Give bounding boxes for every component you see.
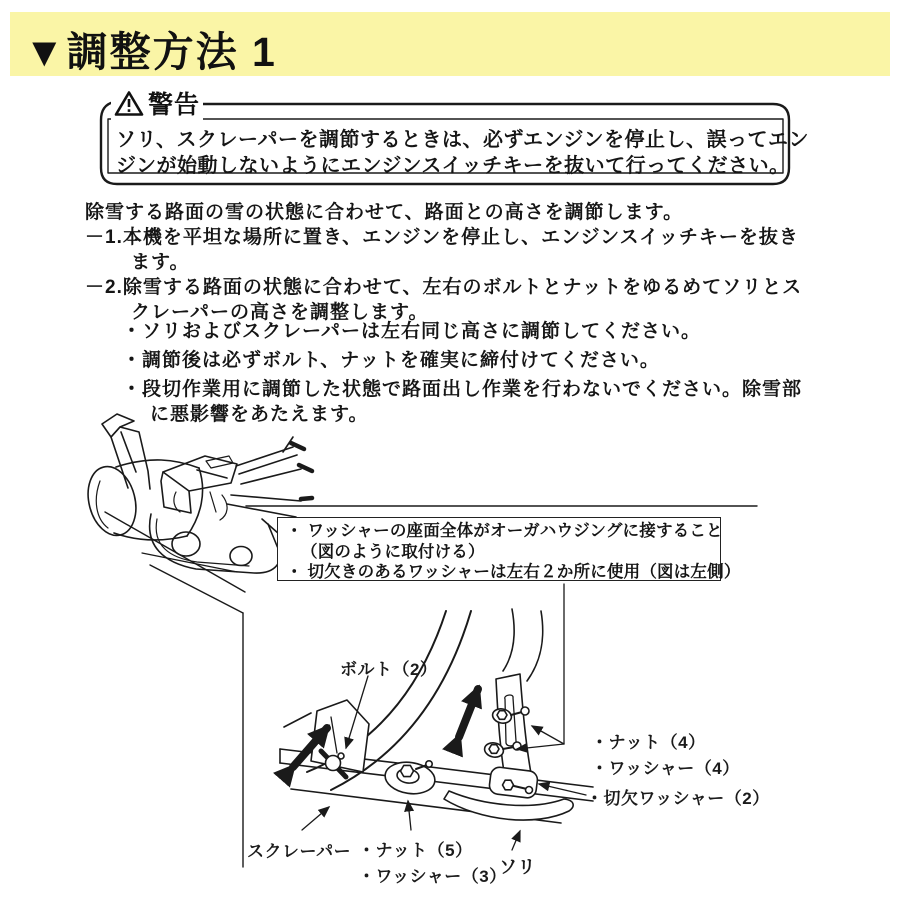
diagram-label-nut5: ・ナット（5） bbox=[358, 841, 473, 860]
warning-text-line: ソリ、スクレーパーを調節するときは、必ずエンジンを停止し、誤ってエン bbox=[116, 129, 809, 151]
body-text-line: －2.除雪する路面の状態に合わせて、左右のボルトとナットをゆるめてソリとス bbox=[85, 277, 803, 298]
notes-line: ・ 切欠きのあるワッシャーは左右２か所に使用（図は左側） bbox=[286, 563, 741, 581]
body-bullet-line: ・ソリおよびスクレーパーは左右同じ高さに調節してください。 bbox=[122, 321, 702, 342]
diagram-label-notch-washer: ・切欠ワッシャー（2） bbox=[586, 789, 770, 808]
notched-washer-part bbox=[488, 766, 538, 799]
body-text-line: －1.本機を平坦な場所に置き、エンジンを停止し、エンジンスイッチキーを抜き bbox=[85, 227, 799, 248]
diagram-label-washer3: ・ワッシャー（3） bbox=[358, 867, 507, 886]
warning-label-text: 警告 bbox=[148, 91, 201, 119]
adjust-arrow-right bbox=[459, 689, 478, 737]
diagram-label-washer4: ・ワッシャー（4） bbox=[591, 759, 740, 778]
body-text-line: ます。 bbox=[131, 252, 190, 273]
diagram-label-bolt: ボルト（2） bbox=[340, 660, 438, 679]
section-header-bar bbox=[10, 12, 890, 76]
body-bullet-line: に悪影響をあたえます。 bbox=[150, 404, 369, 425]
body-text-line: 除雪する路面の雪の状態に合わせて、路面との高さを調節します。 bbox=[85, 202, 684, 223]
warning-label bbox=[111, 85, 203, 121]
body-bullet-line: ・調節後は必ずボルト、ナットを確実に締付けてください。 bbox=[122, 350, 660, 371]
notes-line: （図のように取付ける） bbox=[301, 542, 485, 561]
page-title: ▼調整方法 1 bbox=[24, 29, 277, 75]
diagram-label-nut4: ・ナット（4） bbox=[591, 733, 706, 752]
notes-line: ・ ワッシャーの座面全体がオーガハウジングに接すること bbox=[286, 522, 723, 540]
detail-drawing bbox=[280, 584, 593, 850]
body-bullet-line: ・段切作業用に調節した状態で路面出し作業を行わないでください。除雪部 bbox=[122, 379, 803, 400]
warning-triangle-icon bbox=[114, 90, 144, 117]
nut-5-part bbox=[383, 759, 437, 797]
notes-box bbox=[277, 517, 741, 581]
warning-text-line: ジンが始動しないようにエンジンスイッチキーを抜いて行ってください。 bbox=[116, 155, 790, 177]
diagram-label-sled: ソリ bbox=[499, 857, 536, 877]
body-text-line: クレーパーの高さを調整します。 bbox=[131, 302, 429, 323]
diagram-label-scraper: スクレーパー bbox=[247, 842, 352, 861]
